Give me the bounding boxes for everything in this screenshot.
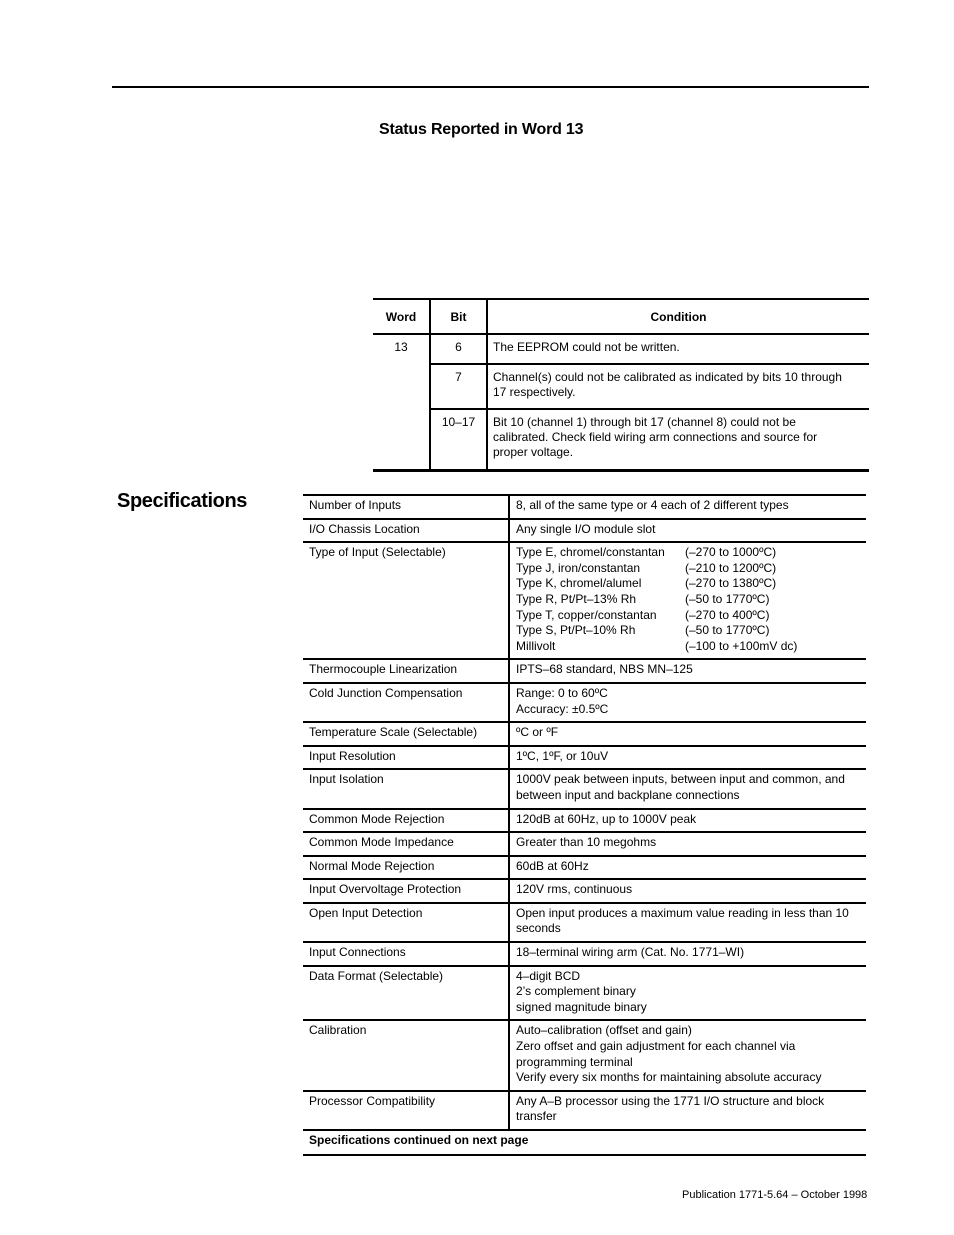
spec-value-line: ºC or ºF [516,725,559,740]
spec-label: Number of Inputs [303,495,509,519]
spec-value [509,542,866,659]
spec-label: Common Mode Impedance [303,832,509,856]
spec-label: Input Resolution [303,746,509,770]
spec-value-line: 2’s complement binary [516,984,636,999]
table-row [303,519,866,543]
spec-value-line: Open input produces a maximum value reading in less than 10 seconds [516,905,849,936]
spec-value [509,495,866,519]
top-rule [112,86,869,88]
table-row [303,966,866,1021]
condition-cell: Channel(s) could not be calibrated as indicated by bits 10 through 17 respectively. [487,364,869,409]
status-table [373,298,869,472]
input-type-line [516,561,866,577]
spec-value-line: Any A–B processor using the 1771 I/O structure and block transfer [516,1093,825,1124]
spec-value-line: Auto–calibration (offset and gain) [516,1023,692,1038]
status-table-header [373,299,869,334]
input-type-line [516,576,866,592]
table-row [303,809,866,833]
spec-label: Processor Compatibility [303,1091,509,1130]
table-row [303,1020,866,1090]
input-type-range: (–270 to 1380ºC) [685,576,777,591]
spec-value [509,746,866,770]
spec-value [509,832,866,856]
bit-cell: 10–17 [430,409,487,471]
spec-label: Common Mode Rejection [303,809,509,833]
status-section-title: Status Reported in Word 13 [379,121,584,138]
table-row [373,334,869,364]
table-row [303,746,866,770]
spec-value [509,659,866,683]
spec-label: Temperature Scale (Selectable) [303,722,509,746]
spec-label: Cold Junction Compensation [303,683,509,722]
spec-label: Data Format (Selectable) [303,966,509,1021]
input-type-line [516,608,866,624]
input-type-line [516,623,866,639]
input-type-line [516,592,866,608]
header-bit: Bit [430,299,487,334]
spec-label: Open Input Detection [303,903,509,942]
table-row [303,903,866,942]
input-type-name: Type S, Pt/Pt–10% Rh [516,623,636,638]
table-row [303,942,866,966]
spec-value [509,966,866,1021]
spec-value [509,519,866,543]
spec-label: Normal Mode Rejection [303,856,509,880]
spec-label: Input Overvoltage Protection [303,879,509,903]
input-type-range: (–270 to 1000ºC) [685,545,777,560]
spec-value-line: Range: 0 to 60ºC [516,685,608,700]
table-row [303,659,866,683]
table-row [303,879,866,903]
input-type-name: Type K, chromel/alumel [516,576,642,591]
specs-continued-note: Specifications continued on next page [303,1130,866,1155]
spec-value-line: 120V rms, continuous [516,882,633,897]
bit-cell: 7 [430,364,487,409]
spec-value [509,809,866,833]
input-type-line [516,639,866,655]
spec-value [509,879,866,903]
table-row [303,683,866,722]
spec-value [509,856,866,880]
spec-value [509,769,866,808]
publication-footer: Publication 1771-5.64 – October 1998 [682,1189,868,1201]
spec-value-line: Greater than 10 megohms [516,835,657,850]
spec-value-line: Any single I/O module slot [516,521,656,536]
table-row [303,495,866,519]
specifications-heading: Specifications [117,490,247,512]
spec-value [509,683,866,722]
bit-cell: 6 [430,334,487,364]
input-type-range: (–50 to 1770ºC) [685,623,770,638]
input-type-name: Type J, iron/constantan [516,560,641,575]
spec-value [509,722,866,746]
spec-value [509,1091,866,1130]
spec-value-line: 60dB at 60Hz [516,858,589,873]
input-type-line [516,545,866,561]
spec-value-line: 1ºC, 1ºF, or 10uV [516,748,609,763]
header-word: Word [373,299,430,334]
specifications-table [303,494,866,1156]
input-type-range: (–210 to 1200ºC) [685,560,777,575]
input-type-range: (–50 to 1770ºC) [685,591,770,606]
table-row [303,1130,866,1155]
condition-cell: Bit 10 (channel 1) through bit 17 (channel 8) could not be calibrated. Check field wiring arm connections and source for proper voltage. [487,409,869,471]
spec-label: Input Isolation [303,769,509,808]
table-row [303,1091,866,1130]
word-cell: 13 [373,334,430,471]
spec-value [509,942,866,966]
spec-value-line: 4–digit BCD [516,968,581,983]
table-row [303,856,866,880]
input-type-range: (–100 to +100mV dc) [685,638,798,653]
spec-value-line: signed magnitude binary [516,999,647,1014]
spec-value-line: Zero offset and gain adjustment for each channel via programming terminal [516,1039,796,1069]
condition-cell: The EEPROM could not be written. [493,340,680,354]
spec-value-line: Accuracy: ±0.5ºC [516,701,609,716]
table-row [303,832,866,856]
input-type-name: Type R, Pt/Pt–13% Rh [516,591,637,606]
input-type-range: (–270 to 400ºC) [685,607,770,622]
input-type-name: Millivolt [516,638,556,653]
spec-label: I/O Chassis Location [303,519,509,543]
header-condition: Condition [487,299,869,334]
table-row [373,409,869,471]
table-row [303,769,866,808]
spec-value-line: IPTS–68 standard, NBS MN–125 [516,662,693,677]
spec-label: Type of Input (Selectable) [303,542,509,659]
spec-value-line: 18–terminal wiring arm (Cat. No. 1771–WI) [516,945,745,960]
spec-label: Input Connections [303,942,509,966]
spec-value-line: 1000V peak between inputs, between input and common, and between input and backplane connections [516,772,845,802]
spec-value [509,903,866,942]
spec-value-line: 8, all of the same type or 4 each of 2 different types [516,498,789,512]
spec-value [509,1020,866,1090]
spec-value-line: 120dB at 60Hz, up to 1000V peak [516,811,697,826]
table-row [303,542,866,659]
input-type-name: Type T, copper/constantan [516,607,657,622]
spec-label: Calibration [303,1020,509,1090]
spec-label: Thermocouple Linearization [303,659,509,683]
input-type-name: Type E, chromel/constantan [516,545,665,560]
table-row [373,364,869,409]
spec-value-line: Verify every six months for maintaining absolute accuracy [516,1070,822,1085]
table-row [303,722,866,746]
